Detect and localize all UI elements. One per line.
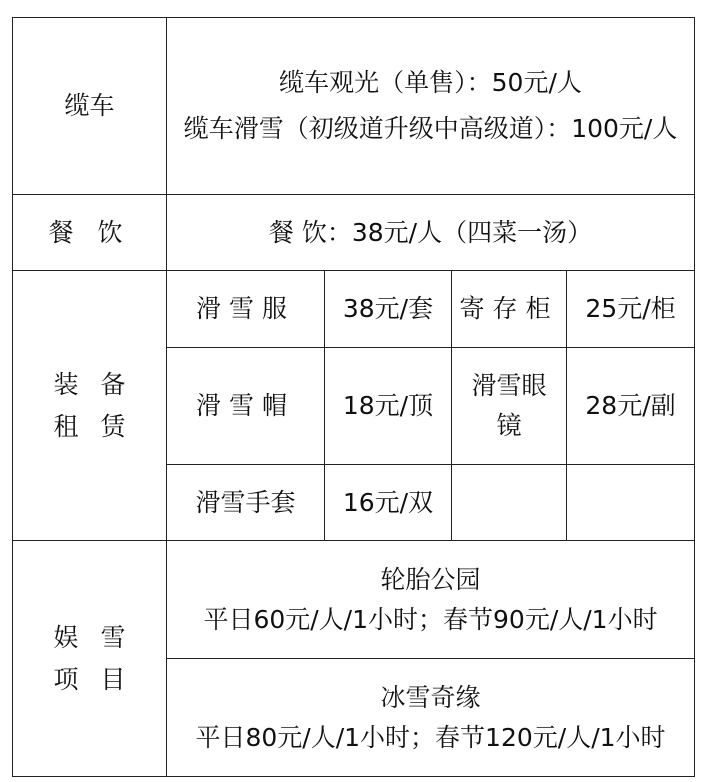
- cable-ski-upgrade-price: 缆车滑雪（初级道升级中高级道）：100元/人: [183, 114, 678, 143]
- rental-item-price: 25元/柜: [567, 271, 695, 348]
- empty-cell: [567, 465, 695, 541]
- entertainment-item-price: 平日60元/人/1小时；春节90元/人/1小时: [203, 604, 658, 634]
- rental-item-price: 18元/顶: [325, 348, 452, 465]
- rental-item-name: 滑雪服: [167, 271, 325, 348]
- empty-cell: [452, 465, 567, 541]
- cable-sightseeing-price: 缆车观光（单售）：50元/人: [279, 68, 582, 97]
- rental-item-price: 38元/套: [325, 271, 452, 348]
- entertainment-item-price: 平日80元/人/1小时；春节120元/人/1小时: [195, 722, 666, 752]
- entertainment-header: 娱雪 项目: [13, 541, 167, 777]
- cable-row: [13, 18, 695, 195]
- cable-content: [167, 18, 695, 195]
- rental-item-name: 滑雪眼镜: [452, 348, 567, 465]
- rental-item-price: 28元/副: [567, 348, 695, 465]
- cable-header: 缆车: [13, 18, 167, 195]
- entertainment-item: [167, 659, 695, 777]
- dining-header: 餐 饮: [13, 195, 167, 271]
- rental-header: 装备 租赁: [13, 271, 167, 541]
- price-table: [12, 17, 695, 777]
- rental-item-price: 16元/双: [325, 465, 452, 541]
- rental-item-name: 滑雪手套: [167, 465, 325, 541]
- rental-item-name: 寄存柜: [452, 271, 567, 348]
- entertainment-item: [167, 541, 695, 659]
- rental-item-name: 滑雪帽: [167, 348, 325, 465]
- dining-row: [13, 195, 695, 271]
- entertainment-row-1: [13, 541, 695, 659]
- dining-content: 餐 饮：38元/人（四菜一汤）: [167, 195, 695, 271]
- entertainment-item-name: 轮胎公园: [380, 564, 481, 594]
- rental-row-1: [13, 271, 695, 348]
- entertainment-item-name: 冰雪奇缘: [380, 682, 481, 712]
